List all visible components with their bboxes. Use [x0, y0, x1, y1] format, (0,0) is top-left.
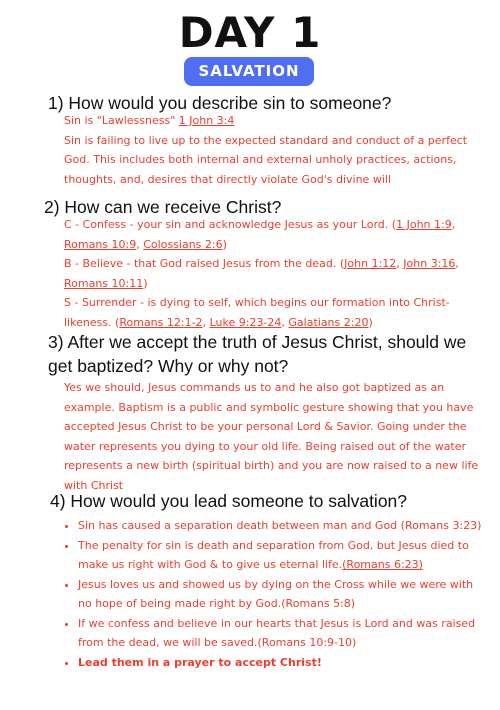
believe-text: B - Believe - that God raised Jesus from the dead. (: [64, 257, 345, 270]
question-1: 1) How would you describe sin to someone?: [48, 93, 392, 113]
answer-3: Yes we should, Jesus commands us to and he also got baptized as an example. Baptism is a public and symbolic gesture showing that you have accepted Jesus Christ to be your personal Lord & Savior. Going under the water represents you dying to your old life. Being raised out of the water represents a new birth (spiritual birth) and you are now raised to a new life with Christ: [64, 381, 479, 492]
question-2: 2) How can we receive Christ?: [44, 197, 282, 217]
topic-badge: SALVATION: [184, 57, 314, 86]
list-item: • If we confess and believe in our hearts that Jesus is Lord and was raised from the dead, we will be saved.(Romans 10:9-10): [78, 614, 483, 653]
question-3: 3) After we accept the truth of Jesus Christ, should we get baptized? Why or why not?: [48, 332, 467, 376]
ref-link[interactable]: Romans 12:1-2: [119, 315, 203, 329]
ref-link[interactable]: Luke 9:23-24: [209, 315, 282, 329]
answer-4: [58, 516, 483, 672]
ref-link[interactable]: (Romans 6:23): [342, 558, 423, 571]
answer-2-surrender: S - Surrender - is dying to self, which begins our formation into Christ-likeness. (Romans 12:1-2, Luke 9:23-24, Galatians 2:20): [64, 296, 450, 329]
question-4: 4) How would you lead someone to salvation?: [50, 491, 408, 511]
list-item: • Lead them in a prayer to accept Christ!: [78, 653, 483, 673]
list-item-text: The penalty for sin is death and separation from God, but Jesus died to make us right with God & to give us eternal life.: [78, 538, 469, 571]
answer-2: [64, 215, 484, 332]
list-item: • Sin has caused a separation death between man and God (Romans 3:23): [78, 516, 483, 536]
answer-2-confess: C - Confess - your sin and acknowledge Jesus as your Lord. (1 John 1:9, Romans 10:9, Colossians 2:6): [64, 218, 456, 251]
answer-1-paragraph: Sin is failing to live up to the expected standard and conduct of a perfect God. This includes both internal and external unholy practices, actions, thoughts, and, desires that directly violate God's divine will: [64, 133, 468, 186]
answer-1-text: Sin is "Lawlessness": [64, 114, 179, 127]
page-title: DAY 1: [178, 8, 322, 57]
answer-1: [64, 111, 484, 189]
list-item: [78, 536, 483, 575]
ref-link[interactable]: Colossians 2:6: [143, 237, 223, 251]
salvation-steps-list: [58, 516, 483, 672]
confess-text: C - Confess - your sin and acknowledge Jesus as your Lord. (: [64, 218, 397, 231]
ref-link[interactable]: Romans 10:11: [64, 276, 144, 290]
ref-link[interactable]: 1 John 1:9: [396, 218, 452, 231]
ref-link[interactable]: John 3:16: [403, 257, 456, 270]
ref-link[interactable]: John 1:12: [344, 257, 397, 270]
answer-2-believe: B - Believe - that God raised Jesus from the dead. (John 1:12, John 3:16, Romans 10:11): [64, 257, 459, 290]
surrender-text: S - Surrender - is dying to self, which begins our formation into Christ-likeness. (: [64, 296, 450, 329]
ref-link[interactable]: Romans 10:9: [64, 237, 137, 251]
ref-link[interactable]: Galatians 2:20: [288, 315, 369, 329]
list-item: • Jesus loves us and showed us by dying on the Cross while we were with no hope of being made right by God.(Romans 5:8): [78, 575, 483, 614]
ref-link[interactable]: 1 John 3:4: [178, 114, 235, 127]
answer-1-line: [64, 111, 484, 131]
